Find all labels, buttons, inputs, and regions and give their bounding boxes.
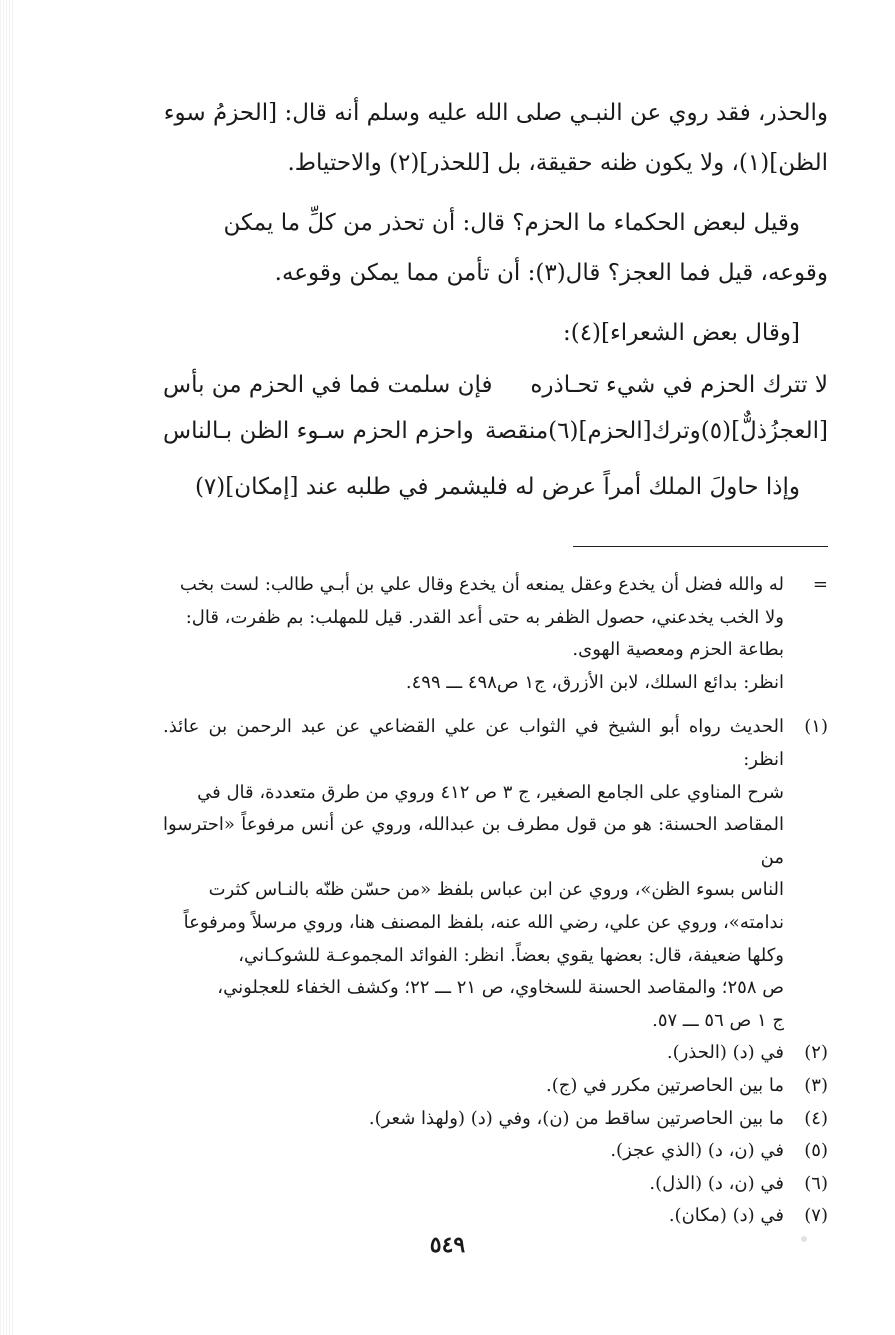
footnote bbox=[163, 1037, 828, 1070]
footnote-number: (٤) bbox=[804, 1107, 828, 1129]
footnote-line: له والله فضل أن يخدع وعقل يمنعه أن يخدع وقال علي بن أبـي طالب: لست بخب bbox=[179, 574, 784, 595]
footnote-text: في (د) (الحذر). bbox=[666, 1042, 784, 1064]
poem-verse bbox=[163, 362, 828, 408]
footnote-text bbox=[163, 569, 784, 699]
continuation-marker: = bbox=[812, 574, 828, 595]
footnote-line: ص ٢٥٨؛ والمقاصد الحسنة للسخاوي، ص ٢١ ـــ ٢٢؛ وكشف الخفاء للعجلوني، bbox=[217, 977, 784, 999]
page-number: ٥٤٩ bbox=[429, 1232, 466, 1258]
footnote-line: ندامته»، وروي عن علي، رضي الله عنه، بلفظ المصنف هنا، وروي مرسلاً ومرفوعاً bbox=[183, 911, 784, 933]
main-line: وإذا حاولَ الملك أمراً عرض له فليشمر في طلبه عند [إمكان](٧) bbox=[194, 474, 800, 500]
footnote-text: في (د) (مكان). bbox=[668, 1205, 784, 1227]
main-line: وقيل لبعض الحكماء ما الحزم؟ قال: أن تحذر من كلِّ ما يمكن bbox=[223, 210, 800, 236]
footnote-text: ما بين الحاصرتين مكرر في (ج). bbox=[545, 1074, 784, 1096]
footnote-line: المقاصد الحسنة: هو من قول مطرف بن عبدالله، وروي عن أنس مرفوعاً «احترسوا من bbox=[163, 814, 784, 868]
footnote-line: ج ١ ص ٥٦ ـــ ٥٧. bbox=[652, 1009, 784, 1031]
main-line: الظن](١)، ولا يكون ظنه حقيقة، بل [للحذر](٢) والاحتياط. bbox=[287, 150, 828, 176]
footnote-line: الحديث رواه أبو الشيخ في الثواب عن علي القضاعي عن عبد الرحمن بن عائذ. انظر: bbox=[163, 716, 784, 770]
footnote-line: الناس بسوء الظن»، وروي عن ابن عباس بلفظ «من حسّن ظنّه بالنـاس كثرت bbox=[208, 879, 784, 901]
footnote-text: في (ن، د) (الذل). bbox=[649, 1172, 784, 1194]
footnote-number: (٣) bbox=[804, 1074, 828, 1096]
footnote bbox=[163, 1103, 828, 1136]
page-content bbox=[163, 88, 828, 1233]
page-edge bbox=[0, 0, 14, 1335]
footnote-line: انظر: بدائع السلك، لابن الأزرق، ج١ ص٤٩٨ ـــ ٤٩٩. bbox=[405, 671, 784, 693]
paper-speck bbox=[801, 1236, 807, 1242]
footnote-number: (٧) bbox=[804, 1205, 828, 1227]
footnote-continuation bbox=[163, 569, 828, 699]
footnote-number: (٦) bbox=[804, 1172, 828, 1194]
footnote-line: ولا الخب يخدعني، حصول الظفر به حتى أعد القدر. قيل للمهلب: بم ظفرت، قال: bbox=[185, 606, 784, 628]
footnote-text bbox=[163, 711, 784, 1037]
footnote-number: (٢) bbox=[804, 1042, 828, 1064]
main-line: وقوعه، قيل فما العجز؟ قال(٣): أن تأمن مما يمكن وقوعه. bbox=[274, 260, 828, 286]
footnote-line: شرح المناوي على الجامع الصغير، ج ٣ ص ٤١٢ وروي من طرق متعددة، قال في bbox=[197, 781, 784, 803]
footnote-text: ما بين الحاصرتين ساقط من (ن)، وفي (د) (ولهذا شعر). bbox=[368, 1107, 784, 1129]
verse-second-hemistich: واحزم الحزم سـوء الظن بـالناس bbox=[163, 418, 474, 444]
poem-verse bbox=[163, 408, 828, 454]
main-line: والحذر، فقد روي عن النبـي صلى الله عليه وسلم أنه قال: [الحزمُ سوء bbox=[163, 100, 828, 126]
footnote bbox=[163, 711, 828, 1037]
footnote-separator bbox=[573, 546, 828, 547]
verse-first-hemistich: [العجزُذلٌّ](٥)وترك[الحزم](٦)منقصة bbox=[484, 418, 828, 444]
footnote-number: (٥) bbox=[804, 1140, 828, 1162]
verse-first-hemistich: لا تترك الحزم في شيء تحـاذره bbox=[530, 372, 828, 398]
main-text bbox=[163, 88, 828, 358]
footnote bbox=[163, 1168, 828, 1201]
footnote-text: في (ن، د) (الذي عجز). bbox=[610, 1140, 784, 1162]
footnotes bbox=[163, 569, 828, 1233]
footnote bbox=[163, 1200, 828, 1233]
footnote bbox=[163, 1070, 828, 1103]
footnote bbox=[163, 1135, 828, 1168]
verse-second-hemistich: فإن سلمت فما في الحزم من بأس bbox=[163, 372, 493, 398]
main-line: [وقال بعض الشعراء](٤): bbox=[562, 320, 800, 346]
footnote-line: بطاعة الحزم ومعصية الهوى. bbox=[572, 639, 784, 661]
footnote-number: (١) bbox=[804, 716, 828, 738]
footnote-line: وكلها ضعيفة، قال: بعضها يقوي بعضاً. انظر: الفوائد المجموعـة للشوكـاني، bbox=[238, 944, 784, 966]
poem bbox=[163, 362, 828, 454]
